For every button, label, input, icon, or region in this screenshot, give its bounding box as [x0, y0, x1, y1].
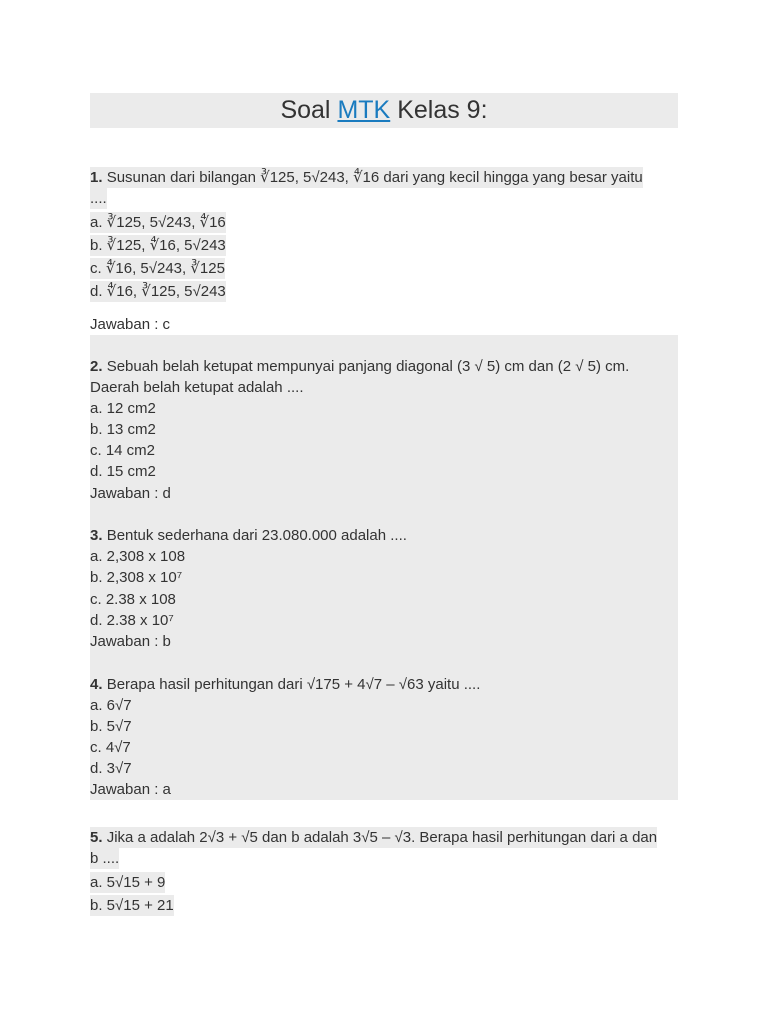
question-4-answer: Jawaban : a	[90, 781, 171, 798]
question-1-text	[90, 167, 643, 188]
question-3-option-a: a. 2,308 x 108	[90, 548, 186, 565]
question-4-option-b: b. 5√7	[90, 718, 132, 735]
question-3-answer: Jawaban : b	[90, 633, 171, 650]
question-3-option-c: c. 2.38 x 108	[90, 591, 176, 608]
question-3-body: Bentuk sederhana dari 23.080.000 adalah ....	[106, 527, 407, 544]
question-2-text	[90, 356, 629, 377]
question-1-body: Susunan dari bilangan ∛125, 5√243, ∜16 dari yang kecil hingga yang besar yaitu	[106, 169, 643, 186]
question-1-continuation: ....	[90, 190, 107, 207]
question-3-option-b: b. 2,308 x 10⁷	[90, 569, 183, 586]
question-5-continuation: b ....	[90, 850, 120, 867]
page-title	[90, 93, 678, 128]
question-4-option-d: d. 3√7	[90, 760, 132, 777]
question-1-option-d: d. ∜16, ∛125, 5√243	[90, 283, 226, 300]
mtk-link[interactable]: MTK	[337, 96, 391, 124]
question-4-option-c: c. 4√7	[90, 739, 131, 756]
question-5-option-b: b. 5√15 + 21	[90, 897, 174, 914]
question-4-number: 4.	[90, 676, 103, 693]
questions-2-4-block	[90, 335, 678, 800]
question-1-option-c: c. ∜16, 5√243, ∛125	[90, 260, 225, 277]
question-2-option-c: c. 14 cm2	[90, 442, 156, 459]
question-2-number: 2.	[90, 358, 103, 375]
title-suffix: Kelas 9:	[397, 96, 488, 124]
question-4-option-a: a. 6√7	[90, 697, 132, 714]
question-5-body: Jika a adalah 2√3 + √5 dan b adalah 3√5 – √3. Berapa hasil perhitungan dari a dan	[106, 829, 658, 846]
question-2-option-b: b. 13 cm2	[90, 421, 156, 438]
question-1-number: 1.	[90, 169, 103, 186]
question-2-answer: Jawaban : d	[90, 485, 171, 502]
question-1-answer: Jawaban : c	[90, 316, 171, 333]
question-2-continuation: Daerah belah ketupat adalah ....	[90, 379, 304, 396]
question-5-option-a: a. 5√15 + 9	[90, 874, 166, 891]
question-4-body: Berapa hasil perhitungan dari √175 + 4√7 – √63 yaitu ....	[106, 676, 481, 693]
question-3-text	[90, 525, 407, 546]
question-1-option-b: b. ∛125, ∜16, 5√243	[90, 237, 226, 254]
question-5-text	[90, 827, 657, 848]
question-3-number: 3.	[90, 527, 103, 544]
question-1-option-a: a. ∛125, 5√243, ∜16	[90, 214, 226, 231]
question-2-option-a: a. 12 cm2	[90, 400, 156, 417]
question-4-text	[90, 674, 480, 695]
question-2-option-d: d. 15 cm2	[90, 463, 156, 480]
question-3-option-d: d. 2.38 x 10⁷	[90, 612, 174, 629]
question-5-number: 5.	[90, 829, 103, 846]
title-prefix: Soal	[280, 96, 331, 124]
question-2-body: Sebuah belah ketupat mempunyai panjang diagonal (3 √ 5) cm dan (2 √ 5) cm.	[106, 358, 630, 375]
